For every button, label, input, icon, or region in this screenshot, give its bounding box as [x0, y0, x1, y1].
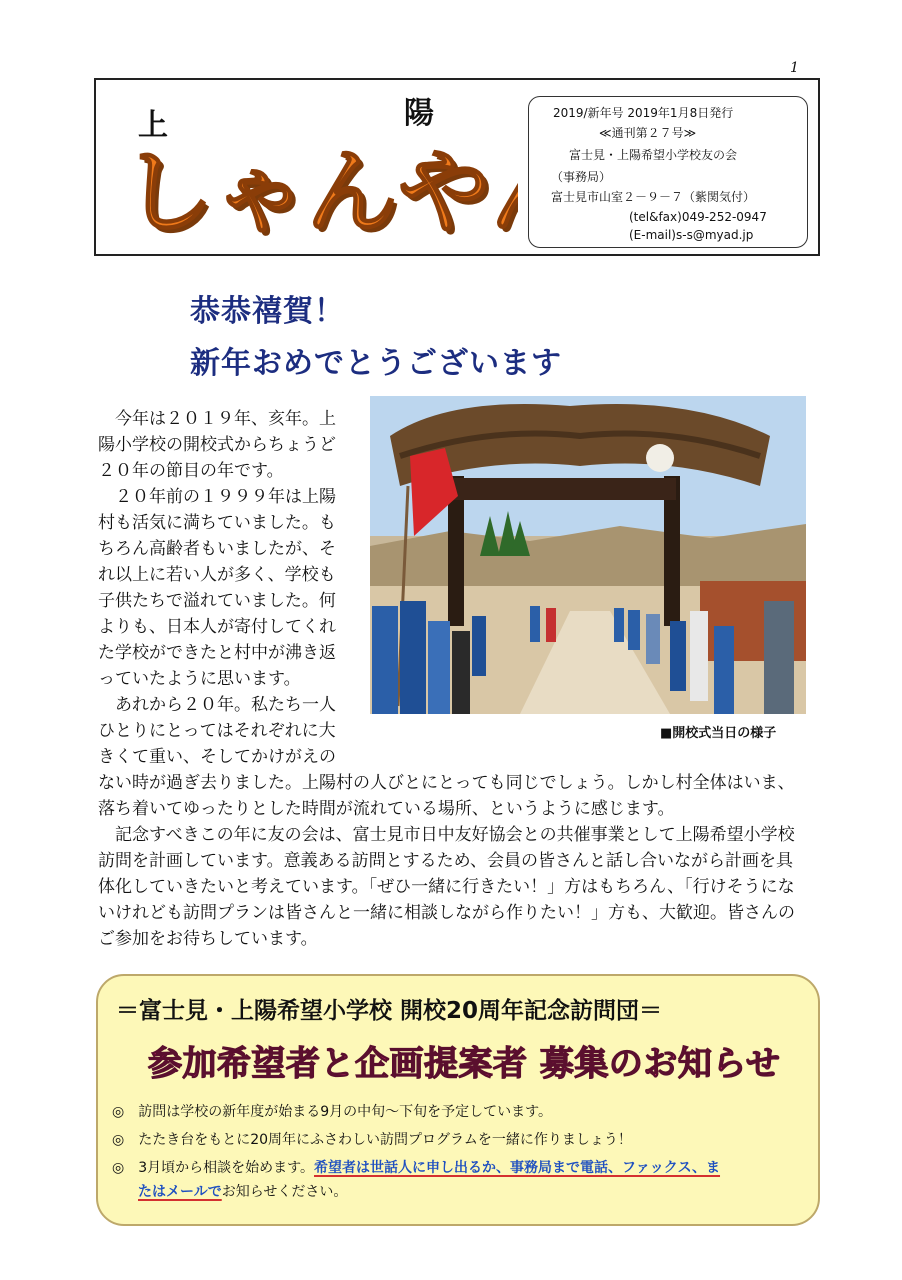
- body-column-line: 陽小学校の開校式からちょうど: [98, 435, 336, 455]
- svg-text:しゃんやん: しゃんや: [126, 143, 495, 244]
- notice-bullet-3-cont: [138, 1182, 347, 1202]
- bullet-2-text: たたき台をもとに20周年にふさわしい訪問プログラムを一緒に作りましょう！: [138, 1132, 632, 1148]
- body-full-line: いけれども訪問プランは皆さんと一緒に相談しながら作りたい！」方も、大歓迎。皆さんの: [98, 903, 795, 923]
- headline-line1: 恭恭禧賀！: [190, 294, 345, 329]
- notice-bullet-3: [112, 1158, 720, 1178]
- bullet-3-text-a: 3月頃から相談を始めます。: [138, 1160, 315, 1176]
- body-full-line: ない時が過ぎ去りました。上陽村の人びとにとっても同じでしょう。しかし村全体はいま、: [98, 773, 795, 793]
- body-column-line: 子供たちで溢れていました。何: [98, 591, 336, 611]
- bullet-mark: ◎: [112, 1132, 125, 1148]
- issue-serial: ≪通刊第２７号≫: [599, 126, 697, 140]
- office-label: （事務局）: [551, 170, 612, 184]
- body-column-line: ２０年の節目の年です。: [98, 461, 284, 481]
- opening-ceremony-photo: [370, 396, 806, 714]
- body-column-line: た学校ができたと村中が沸き返: [98, 643, 336, 663]
- body-column-line: ２０年前の１９９９年は上陽: [98, 487, 336, 507]
- body-column-line: 村も活気に満ちていました。も: [98, 513, 336, 533]
- organization-name: 富士見・上陽希望小学校友の会: [569, 148, 738, 162]
- notice-title: ＝富士見・上陽希望小学校 開校20周年記念訪問団＝: [116, 998, 663, 1024]
- body-full-line: 訪問を計画しています。意義ある訪問とするため、会員の皆さんと話し合いながら計画を具: [98, 851, 793, 871]
- page-number: 1: [790, 60, 799, 76]
- bullet-mark: ◎: [112, 1104, 125, 1120]
- masthead-kanji-kami: 上: [138, 108, 168, 143]
- office-email: (E-mail)s-s@myad.jp: [629, 228, 754, 242]
- svg-text:しゃんやん: しゃんや: [122, 139, 491, 244]
- body-full-line: 落ち着いてゆったりとした時間が流れている場所、というように感じます。: [98, 799, 675, 819]
- body-column-line: よりも、日本人が寄付してくれ: [98, 617, 336, 637]
- notice-headline: 参加希望者と企画提案者 募集のお知らせ: [148, 1044, 781, 1084]
- body-column-line: っていたように思います。: [98, 669, 301, 689]
- bullet-3-text-d: お知らせください。: [221, 1184, 348, 1200]
- headline-line2: 新年おめでとうございます: [190, 346, 562, 381]
- body-column-line: 今年は２０１９年、亥年。上: [98, 409, 336, 429]
- body-full-line: ご参加をお待ちしています。: [98, 929, 318, 949]
- body-full-line: 記念すべきこの年に友の会は、富士見市日中友好協会との共催事業として上陽希望小学校: [98, 825, 795, 845]
- bullet-mark: ◎: [112, 1160, 125, 1176]
- masthead-title-logo: [118, 128, 518, 244]
- photo-caption: ■開校式当日の様子: [660, 726, 777, 741]
- body-column-line: ひとりにとってはそれぞれに大: [98, 721, 336, 741]
- body-full-line: 体化していきたいと考えています。「ぜひ一緒に行きたい！」方はもちろん、「行けそうにな: [98, 877, 795, 897]
- body-column-line: きくて重い、そしてかけがえの: [98, 747, 336, 767]
- body-column-line: あれから２０年。私たち一人: [98, 695, 336, 715]
- masthead-title: [118, 128, 518, 244]
- body-column-line: ちろん高齢者もいましたが、そ: [98, 539, 336, 559]
- issue-date: 2019/新年号 2019年1月8日発行: [553, 106, 734, 120]
- ceremony-photo-illustration: [370, 396, 806, 714]
- notice-bullet-1: [112, 1102, 552, 1122]
- notice-bullet-2: [112, 1130, 632, 1150]
- bullet-3-highlight-a: 希望者は世話人に申し出るか、事務局まで電話、ファックス、ま: [314, 1160, 721, 1176]
- bullet-1-text: 訪問は学校の新年度が始まる9月の中旬～下旬を予定しています。: [138, 1104, 553, 1120]
- bullet-3-highlight-b: たはメールで: [138, 1184, 222, 1200]
- office-address: 富士見市山室２－９－７（紫関気付）: [551, 190, 756, 204]
- issue-info-box: [528, 96, 808, 248]
- masthead-kanji-you: 陽: [404, 96, 434, 131]
- body-column-line: れ以上に若い人が多く、学校も: [98, 565, 336, 585]
- office-tel: (tel&fax)049-252-0947: [629, 210, 767, 224]
